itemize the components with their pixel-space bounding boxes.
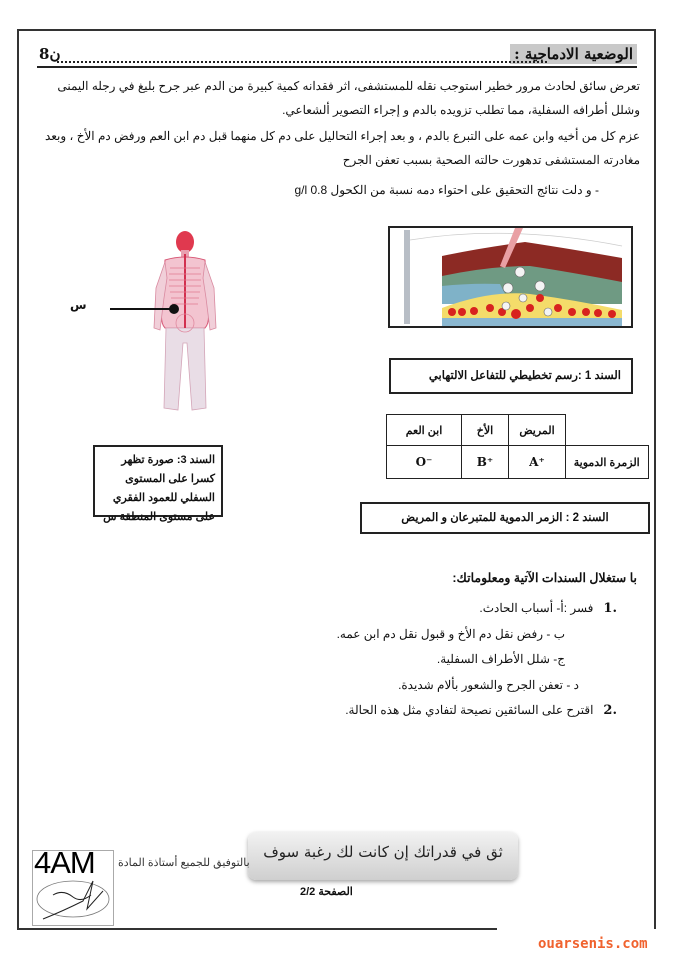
- region-pointer-line: [110, 308, 172, 310]
- section-title: الوضعية الادماجية :: [510, 44, 637, 64]
- document-1-caption: السند 1 :رسم تخطيطي للتفاعل الالتهابي: [389, 358, 633, 394]
- region-label: س: [70, 298, 87, 312]
- question-1a-text: فسر :أ- أسباب الحادث.: [479, 601, 594, 615]
- motivational-quote-box: ثق في قدراتك إن كانت لك رغبة سوف: [248, 832, 518, 880]
- document-2-caption: السند 2 : الزمر الدموية للمتبرعان و المريض: [360, 502, 650, 534]
- page-frame-bottom: [17, 928, 497, 930]
- question-1b: ب - رفض نقل دم الأخ و قبول نقل دم ابن عمه.: [336, 627, 565, 641]
- section-header: [37, 44, 637, 68]
- human-body-illustration: [154, 231, 216, 410]
- points-label: 8ن: [39, 45, 61, 63]
- col-header-patient: المريض: [509, 415, 566, 446]
- cell-patient-group: A⁺: [509, 446, 566, 479]
- table-corner: [566, 415, 649, 446]
- alcohol-finding: - و دلت نتائج التحقيق على احتواء دمه نسبة من الكحول 0.8 g/l: [294, 183, 599, 197]
- good-luck-text: بالتوفيق للجميع أستاذة المادة: [118, 857, 250, 869]
- document-3-caption: السند 3: صورة تظهر كسرا على المستوى السفلي للعمود الفقري على مستوى المنطقة س: [93, 445, 223, 517]
- cell-cousin-group: O⁻: [387, 446, 462, 479]
- question-1-number: .1: [603, 601, 617, 616]
- question-1d: د - تعفن الجرح والشعور بألام شديدة.: [398, 678, 579, 692]
- inflammation-diagram: [390, 228, 631, 326]
- inflammation-figure: [388, 226, 633, 328]
- row-label-blood-group: الزمرة الدموية: [566, 446, 649, 479]
- table-row: [387, 446, 649, 479]
- page-number: الصفحة 2/2: [300, 886, 353, 898]
- watermark-link[interactable]: ouarsenis.com: [538, 936, 648, 952]
- question-1a: [479, 598, 617, 619]
- level-label: 4AM: [34, 845, 95, 880]
- question-2-text: اقترح على السائقين نصيحة لتفادي مثل هذه الحالة.: [345, 703, 594, 717]
- questions-intro: با ستغلال السندات الآتية ومعلوماتك:: [452, 571, 637, 585]
- situation-bullet: [294, 178, 599, 202]
- region-pointer-dot: [169, 304, 179, 314]
- header-dotted-line: [57, 47, 547, 63]
- blood-groups-table: [386, 414, 649, 479]
- table-header-row: [387, 415, 649, 446]
- question-2: [345, 700, 617, 721]
- situation-paragraph-1: تعرض سائق لحادث مرور خطير استوجب نقله للمستشفى، اثر فقدانه كمية كبيرة من الدم عبر جرح بليغ في رجله اليمنى وشلل أطرافه السفلية، مما تطلب تزويده بالدم و إجراء التصوير ألشعاعي.: [57, 79, 640, 117]
- situation-paragraph-2: عزم كل من أخيه وابن عمه على التبرع بالدم ، و بعد إجراء التحاليل على دم كل منهما قبل دم ابن العم ورفض دم الأخ ، وبعد مغادرته المستشفى تدهورت حالته الصحية بسبب تعفن الجرح: [44, 129, 640, 167]
- col-header-brother: الأخ: [462, 415, 509, 446]
- col-header-cousin: ابن العم: [387, 415, 462, 446]
- spine-figure: [150, 228, 230, 418]
- question-1c: ج- شلل الأطراف السفلية.: [436, 652, 565, 666]
- cell-brother-group: B⁺: [462, 446, 509, 479]
- question-2-number: .2: [603, 703, 617, 718]
